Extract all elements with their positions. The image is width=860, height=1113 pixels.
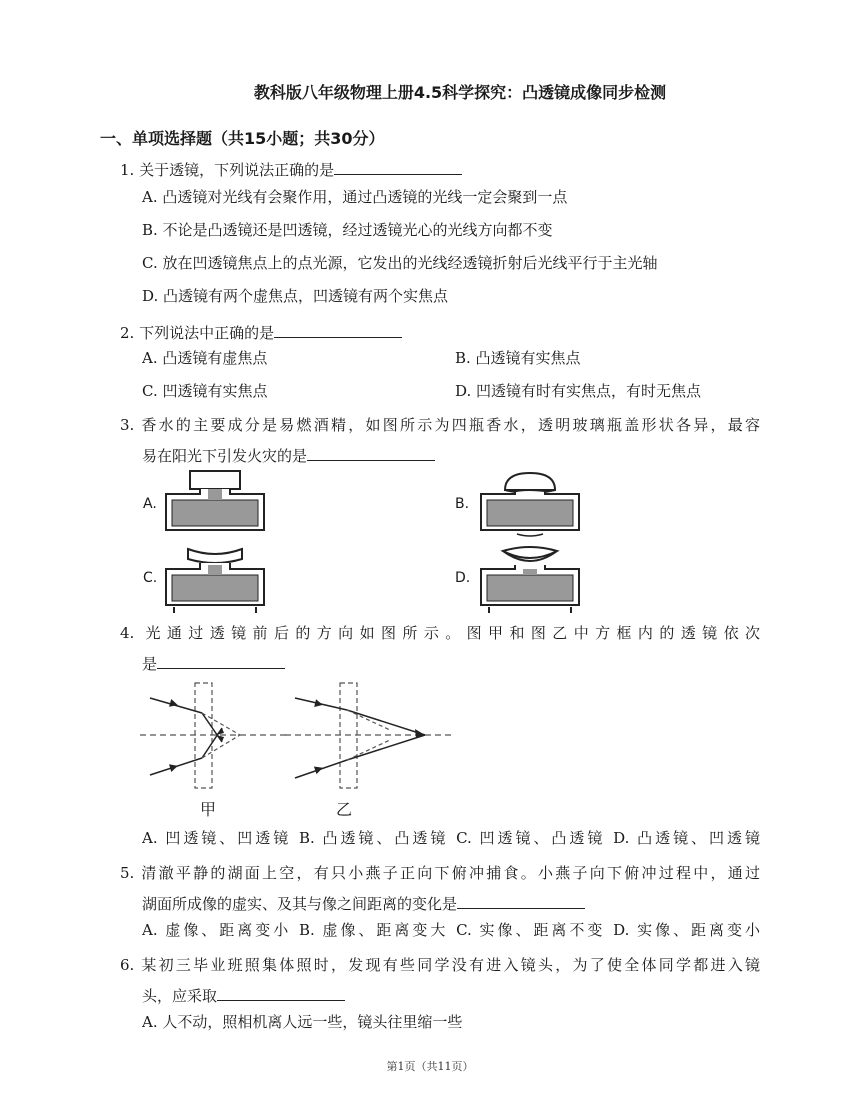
q1-option-a[interactable]: A. 凸透镜对光线有会聚作用，通过凸透镜的光线一定会聚到一点 — [142, 188, 568, 206]
question-5-stem-line2: 湖面所成像的虚实、及其与像之间距离的变化是 — [142, 892, 585, 914]
lens-diagram-jia — [140, 680, 290, 810]
answer-blank[interactable] — [334, 158, 462, 175]
page-title: 教科版八年级物理上册4.5科学探究：凸透镜成像同步检测 — [253, 83, 667, 102]
question-1-stem: 1. 关于透镜，下列说法正确的是 — [120, 158, 462, 180]
fig-label-yi: 乙 — [336, 800, 353, 819]
question-4-stem-line2: 是 — [142, 652, 285, 674]
lens-diagram-yi — [285, 680, 455, 810]
question-3-stem-line1: 3. 香水的主要成分是易燃酒精，如图所示为四瓶香水，透明玻璃瓶盖形状各异，最容 — [120, 416, 760, 434]
q2-option-a[interactable]: A. 凸透镜有虚焦点 — [142, 349, 268, 367]
q1-option-b[interactable]: B. 不论是凸透镜还是凹透镜，经过透镜光心的光线方向都不变 — [142, 221, 553, 239]
answer-blank[interactable] — [217, 984, 345, 1001]
perfume-bottle-c-figure[interactable] — [160, 545, 270, 617]
q6-option-a[interactable]: A. 人不动，照相机离人远一些，镜头往里缩一些 — [142, 1013, 463, 1031]
question-3-stem-line2: 易在阳光下引发火灾的是 — [142, 444, 435, 466]
q2-option-c[interactable]: C. 凹透镜有实焦点 — [142, 382, 268, 400]
question-4-stem-line1: 4. 光通过透镜前后的方向如图所示。图甲和图乙中方框内的透镜依次 — [120, 624, 760, 642]
q2-option-b[interactable]: B. 凸透镜有实焦点 — [455, 349, 581, 367]
q3-option-a-label[interactable]: A. — [143, 496, 157, 512]
section-heading: 一、单项选择题（共15小题；共30分） — [100, 129, 385, 148]
fig-label-jia: 甲 — [200, 800, 217, 819]
question-6-stem-line1: 6. 某初三毕业班照集体照时，发现有些同学没有进入镜头，为了使全体同学都进入镜 — [120, 956, 760, 974]
perfume-bottle-a-figure[interactable] — [160, 470, 270, 542]
q3-option-c-label[interactable]: C. — [143, 570, 158, 586]
question-6-stem-line2: 头，应采取 — [142, 984, 345, 1006]
perfume-bottle-b-figure[interactable] — [475, 470, 585, 542]
q2-option-d[interactable]: D. 凹透镜有时有实焦点，有时无焦点 — [455, 382, 702, 400]
answer-blank[interactable] — [457, 892, 585, 909]
answer-blank[interactable] — [307, 444, 435, 461]
question-2-stem: 2. 下列说法中正确的是 — [120, 321, 402, 343]
q1-option-c[interactable]: C. 放在凹透镜焦点上的点光源，它发出的光线经透镜折射后光线平行于主光轴 — [142, 254, 658, 272]
question-5-stem-line1: 5. 清澈平静的湖面上空，有只小燕子正向下俯冲捕食。小燕子向下俯冲过程中，通过 — [120, 864, 760, 882]
q3-option-b-label[interactable]: B. — [455, 496, 470, 512]
perfume-bottle-d-figure[interactable] — [475, 545, 585, 617]
answer-blank[interactable] — [274, 321, 402, 338]
answer-blank[interactable] — [157, 652, 285, 669]
q5-options[interactable]: A. 虚像、距离变小 B. 虚像、距离变大 C. 实像、距离不变 D. 实像、距离变小 — [142, 921, 760, 939]
q3-option-d-label[interactable]: D. — [455, 570, 471, 586]
q1-option-d[interactable]: D. 凸透镜有两个虚焦点，凹透镜有两个实焦点 — [142, 287, 449, 305]
page-footer: 第1页（共11页） — [386, 1060, 474, 1073]
q4-options[interactable]: A. 凹透镜、凹透镜 B. 凸透镜、凸透镜 C. 凹透镜、凸透镜 D. 凸透镜、凹透镜 — [142, 829, 760, 847]
